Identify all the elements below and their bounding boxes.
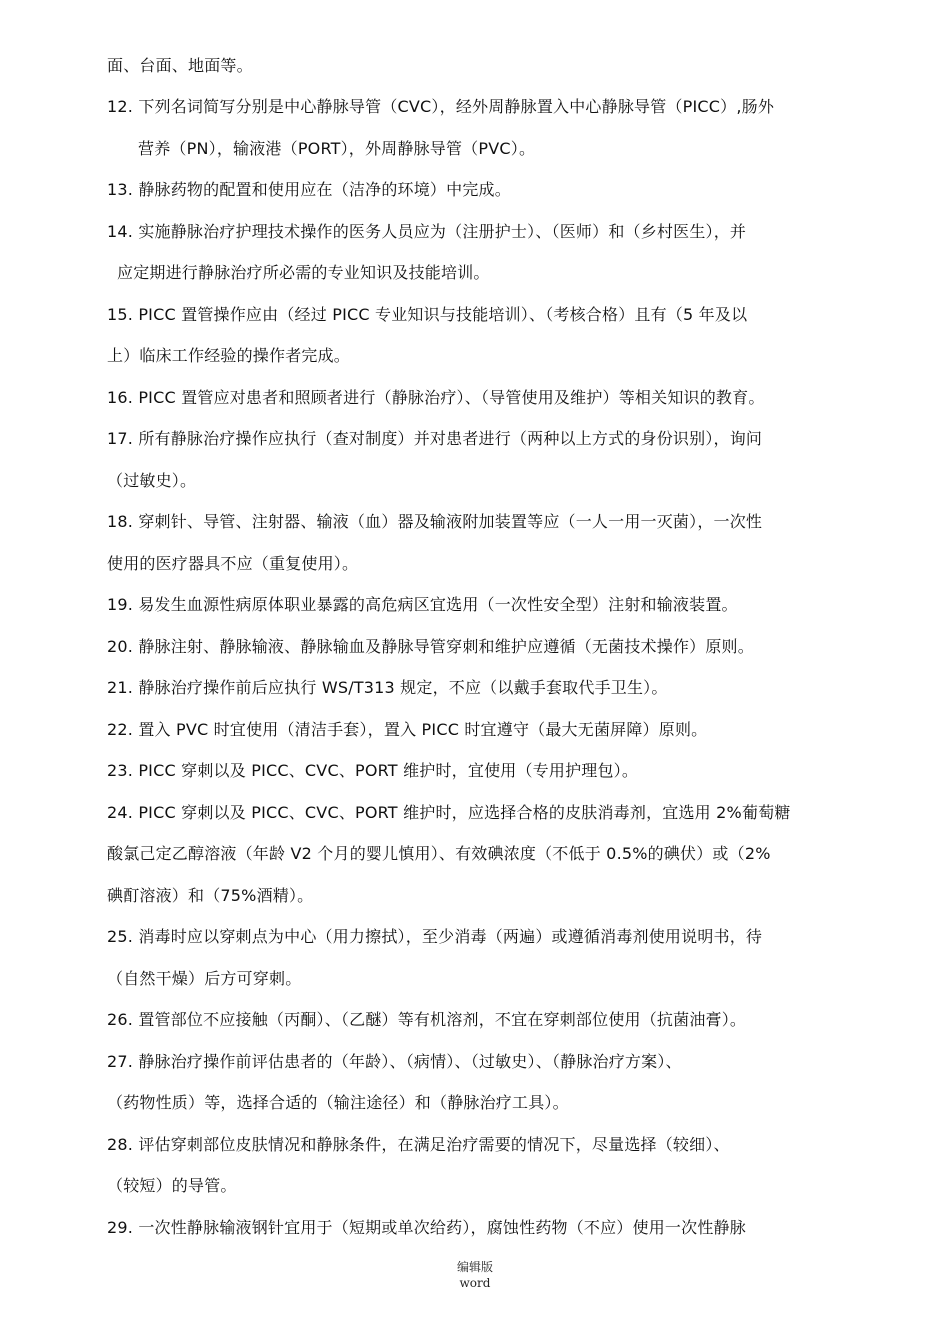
text-line: 酸氯己定乙醇溶液（年龄 V2 个月的婴儿慎用）、有效碘浓度（不低于 0.5%的碘伏）或（2% [107,844,771,863]
text-line: （自然干燥）后方可穿刺。 [107,969,302,988]
text-line: 15. PICC 置管操作应由（经过 PICC 专业知识与技能培训）、（考核合格）且有（5 年及以 [107,305,748,324]
text-line: 营养（PN），输液港（PORT），外周静脉导管（PVC）。 [138,139,536,158]
text-line: 27. 静脉治疗操作前评估患者的（年龄）、（病情）、（过敏史）、（静脉治疗方案）、 [107,1052,682,1071]
text-line: 24. PICC 穿刺以及 PICC、CVC、PORT 维护时，应选择合格的皮肤消毒剂，宜选用 2%葡萄糖 [107,803,791,822]
text-line: 17. 所有静脉治疗操作应执行（查对制度）并对患者进行（两种以上方式的身份识别），询问 [107,429,763,448]
text-line: （过敏史）。 [107,471,197,490]
text-line: 13. 静脉药物的配置和使用应在（洁净的环境）中完成。 [107,180,511,199]
text-line: 26. 置管部位不应接触（丙酮）、（乙醚）等有机溶剂，不宜在穿刺部位使用（抗菌油膏）。 [107,1010,747,1029]
text-line: 碘酊溶液）和（75%酒精）。 [107,886,314,905]
text-line: 28. 评估穿刺部位皮肤情况和静脉条件，在满足治疗需要的情况下，尽量选择（较细）、 [107,1135,730,1154]
text-line: 18. 穿刺针、导管、注射器、输液（血）器及输液附加装置等应（一人一用一灭菌），一次性 [107,512,763,531]
text-line: 23. PICC 穿刺以及 PICC、CVC、PORT 维护时，宜使用（专用护理包）。 [107,761,639,780]
footer-label: 编辑版 [456,1260,493,1274]
text-line: 21. 静脉治疗操作前后应执行 WS/T313 规定，不应（以戴手套取代手卫生）。 [107,678,668,697]
text-line: （较短）的导管。 [107,1176,237,1195]
text-line: 20. 静脉注射、静脉输液、静脉输血及静脉导管穿刺和维护应遵循（无菌技术操作）原则。 [107,637,754,656]
text-line: 应定期进行静脉治疗所必需的专业知识及技能培训。 [117,263,490,282]
text-line: 29. 一次性静脉输液钢针宜用于（短期或单次给药），腐蚀性药物（不应）使用一次性静脉 [107,1218,746,1237]
footer-sub: word [459,1276,491,1290]
text-line: 14. 实施静脉治疗护理技术操作的医务人员应为（注册护士）、（医师）和（乡村医生），并 [107,222,747,241]
text-line: 12. 下列名词简写分别是中心静脉导管（CVC），经外周静脉置入中心静脉导管（PICC）,肠外 [107,97,775,116]
text-line: 面、台面、地面等。 [107,56,253,75]
text-line: 25. 消毒时应以穿刺点为中心（用力擦拭），至少消毒（两遍）或遵循消毒剂使用说明书，待 [107,927,763,946]
text-line: 16. PICC 置管应对患者和照顾者进行（静脉治疗）、（导管使用及维护）等相关知识的教育。 [107,388,765,407]
text-line: 使用的医疗器具不应（重复使用）。 [107,554,359,573]
text-line: （药物性质）等，选择合适的（输注途径）和（静脉治疗工具）。 [107,1093,569,1112]
text-line: 22. 置入 PVC 时宜使用（清洁手套），置入 PICC 时宜遵守（最大无菌屏障）原则。 [107,720,708,739]
text-line: 上）临床工作经验的操作者完成。 [107,346,351,365]
text-line: 19. 易发生血源性病原体职业暴露的高危病区宜选用（一次性安全型）注射和输液装置。 [107,595,738,614]
